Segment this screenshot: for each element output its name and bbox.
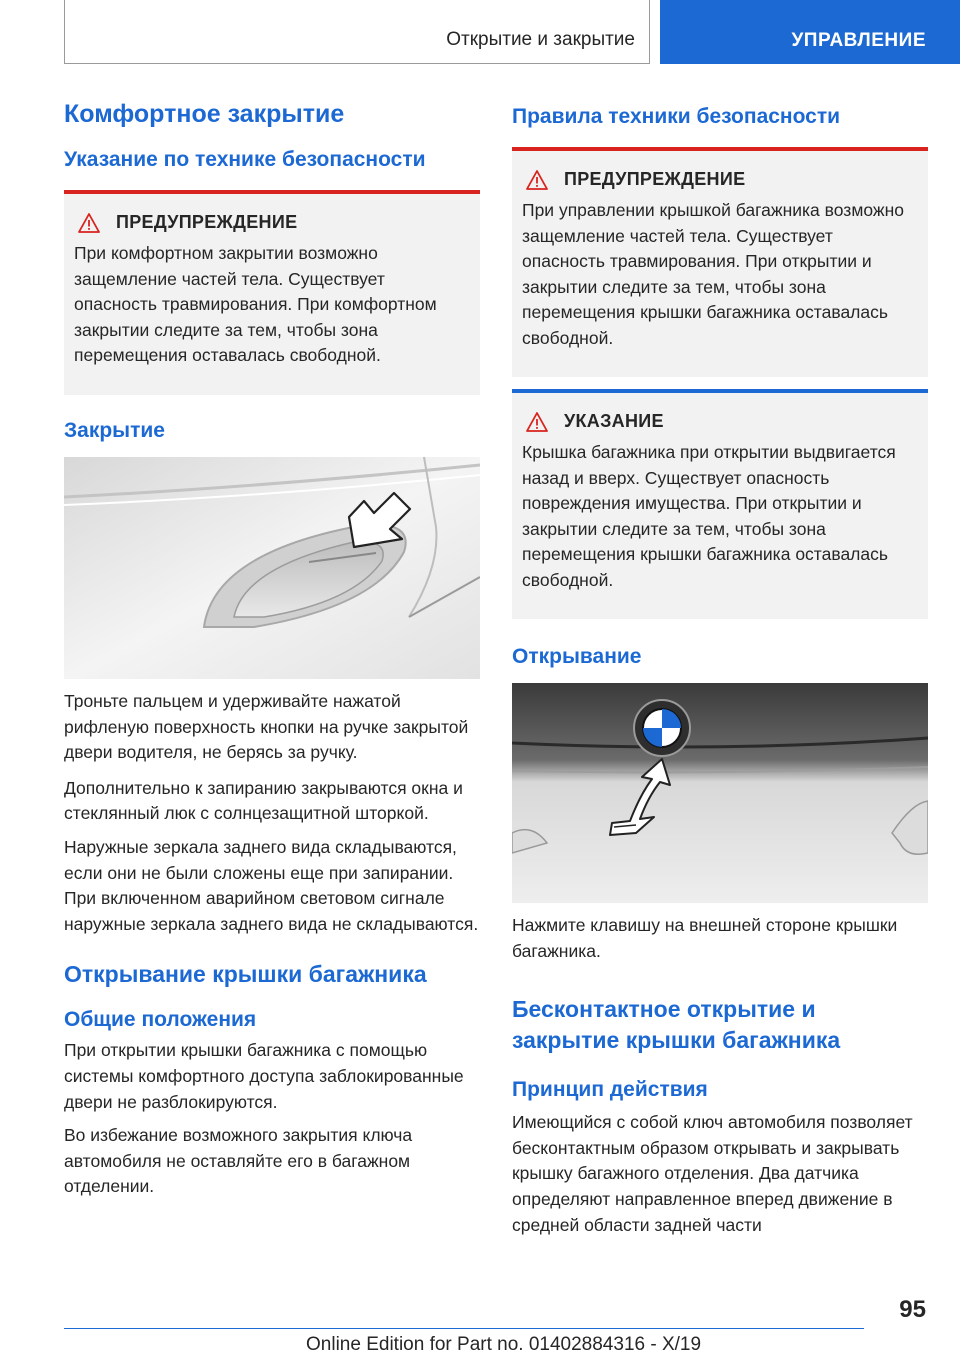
opening-heading: Открывание [512, 645, 642, 668]
header-chapter-title: УПРАВЛЕНИЕ [791, 30, 926, 51]
opening-paragraph: Нажмите клавишу на внешней стороне крышки багажника. [512, 915, 898, 961]
footer-edition: Online Edition for Part no. 01402884316 - X/19 [306, 1334, 702, 1355]
page-title: Комфортное закрытие [64, 100, 345, 128]
warning-triangle-icon [78, 213, 100, 233]
warning-box-2 [512, 147, 928, 377]
header-chapter [660, 0, 960, 64]
page-number: 95 [899, 1296, 926, 1323]
door-handle-photo [64, 457, 480, 679]
header-section-title: Открытие и закрытие [446, 29, 635, 50]
trunk-opening-heading: Открывание крышки багажника [64, 961, 427, 988]
warning-box [64, 190, 480, 395]
warning-label: ПРЕДУПРЕЖДЕНИЕ [116, 212, 298, 232]
warning-title [74, 212, 470, 233]
closing-heading: Закрытие [64, 419, 165, 442]
closing-paragraph-3: Наружные зеркала заднего вида складываются, если они не были сложены еще при запирании. При включенном аварийном световом сигнале наружные зеркала заднего вида не складываются. [64, 836, 479, 934]
safety-heading: Указание по технике безопасности [64, 148, 426, 171]
warning-text: При комфортном закрытии возможно защемление частей тела. Существует опасность травмирования. При комфортном закрытии следите за тем, чтобы зона перемещения оставалась свободной. [74, 243, 437, 366]
right-column [512, 98, 928, 1238]
principle-heading: Принцип действия [512, 1078, 708, 1102]
closing-paragraph-1: Троньте пальцем и удерживайте нажатой рифленую поверхность кнопки на ручке закрытой двери водителя, не берясь за ручку. [64, 691, 469, 763]
header-section [64, 0, 650, 64]
principle-paragraph: Имеющийся с собой ключ автомобиля позволяет бесконтактным образом открывать и закрывать крышку багажного отделения. Два датчика определяют направленное вперед движение в средней области задней части [512, 1112, 913, 1235]
warning-text-2: При управлении крышкой багажника возможно защемление частей тела. Существует опасность травмирования. При открытии и закрытии следите за тем, чтобы зона перемещения крышки багажника оставалась свободной. [522, 200, 904, 348]
notice-box [512, 389, 928, 619]
warning-title-2 [522, 169, 918, 190]
general-paragraph-2: Во избежание возможного закрытия ключа автомобиля не оставляйте его в багажном отделении. [64, 1125, 413, 1197]
closing-paragraph-2: Дополнительно к запиранию закрываются окна и стеклянный люк с солнцезащитной шторкой. [64, 777, 463, 824]
trunk-button-photo [512, 683, 928, 903]
general-paragraph-1: При открытии крышки багажника с помощью системы комфортного доступа заблокированные двери не разблокируются. [64, 1040, 464, 1112]
warning-label-2: ПРЕДУПРЕЖДЕНИЕ [564, 169, 746, 189]
notice-triangle-icon [526, 412, 548, 432]
left-column [64, 98, 480, 1200]
notice-text: Крышка багажника при открытии выдвигается назад и вверх. Существует опасность повреждения имущества. При открытии и закрытии следите за тем, чтобы зона перемещения крышки багажника оставалась свободной. [522, 442, 896, 590]
general-heading: Общие положения [64, 1008, 257, 1032]
safety-rules-heading: Правила техники безопасности [512, 105, 841, 128]
warning-triangle-icon [526, 170, 548, 190]
notice-label: УКАЗАНИЕ [564, 411, 664, 431]
notice-title [522, 411, 918, 432]
footer-rule [64, 1328, 864, 1329]
contactless-heading: Бесконтактное открытие и закрытие крышки багажника [512, 996, 841, 1054]
